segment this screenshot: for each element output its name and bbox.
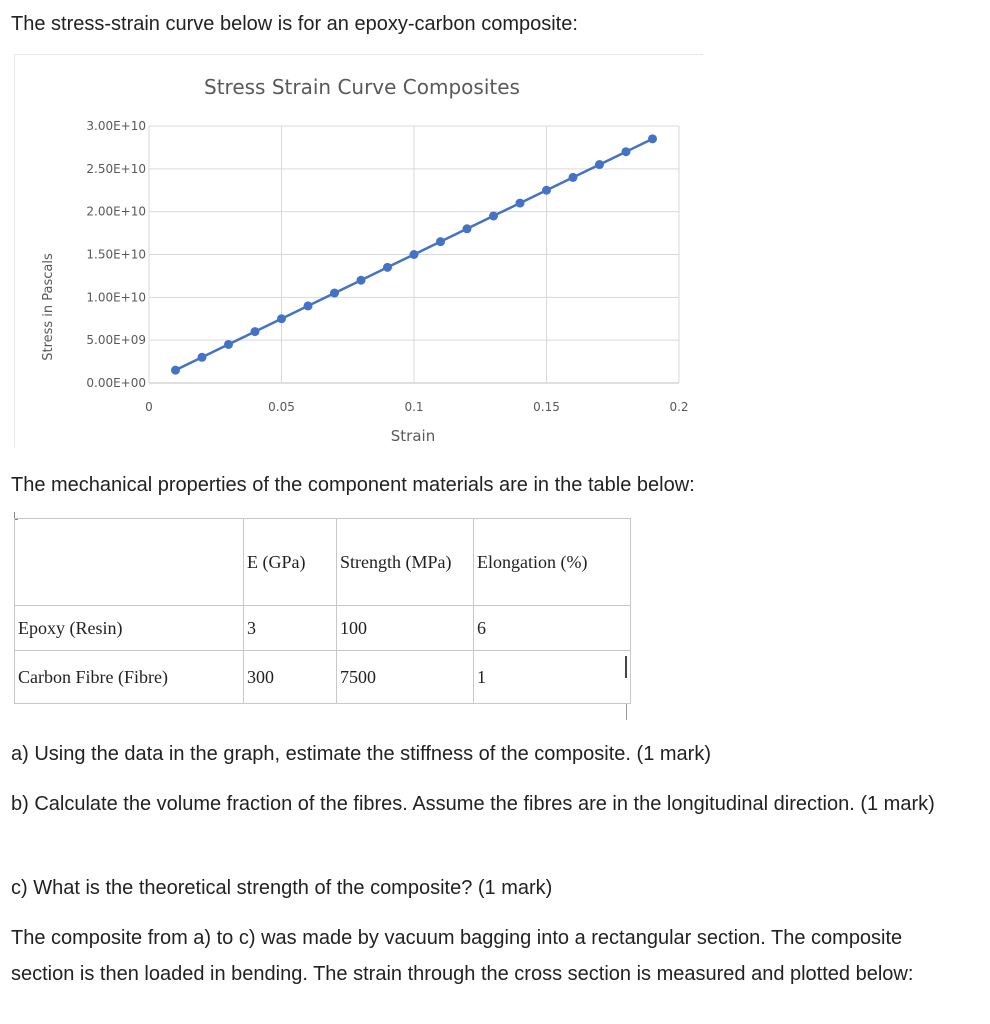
y-tick-label: 1.50E+10 [86, 247, 146, 262]
header-cell-modulus: E (GPa) [244, 519, 337, 606]
data-point [171, 366, 180, 375]
table-row [15, 606, 631, 651]
data-point [595, 160, 604, 169]
cell-modulus: 300 [244, 651, 337, 704]
table-edge-mark [625, 656, 627, 678]
data-point [330, 289, 339, 298]
stress-strain-chart [14, 54, 703, 447]
cell-elongation: 6 [474, 606, 631, 651]
data-point [569, 173, 578, 182]
data-point [357, 276, 366, 285]
y-axis-label: Stress in Pascals [41, 253, 56, 361]
cell-elongation: 1 [474, 651, 631, 704]
cell-modulus: 3 [244, 606, 337, 651]
cell-strength: 7500 [337, 651, 474, 704]
question-d: The composite from a) to c) was made by vacuum bagging into a rectangular section. The composite section is then loaded in bending. The strain through the cross section is measured and plotted below: [11, 927, 914, 985]
data-point [198, 353, 207, 362]
table-edge-mark [626, 704, 627, 720]
y-tick-label: 1.00E+10 [86, 290, 146, 305]
y-tick-label: 5.00E+09 [86, 333, 146, 348]
data-point [516, 199, 525, 208]
data-point [277, 314, 286, 323]
y-tick-label: 2.00E+10 [86, 204, 146, 219]
data-point [622, 147, 631, 156]
data-point [251, 327, 260, 336]
table-intro-text: The mechanical properties of the component materials are in the table below: [11, 474, 695, 496]
question-a: a) Using the data in the graph, estimate the stiffness of the composite. (1 mark) [11, 743, 711, 765]
intro-text: The stress-strain curve below is for an epoxy-carbon composite: [11, 13, 578, 35]
data-point [304, 301, 313, 310]
table-header-row [15, 519, 631, 606]
table-row [15, 651, 631, 704]
question-c: c) What is the theoretical strength of the composite? (1 mark) [11, 877, 553, 899]
question-b: b) Calculate the volume fraction of the fibres. Assume the fibres are in the longitudinal direction. (1 mark) [11, 793, 935, 815]
x-tick-label: 0.2 [669, 400, 689, 414]
header-cell-strength: Strength (MPa) [337, 519, 474, 606]
y-tick-label: 2.50E+10 [86, 161, 146, 176]
x-tick-label: 0.15 [533, 400, 560, 414]
x-tick-label: 0.1 [404, 400, 424, 414]
chart-svg [15, 55, 703, 447]
data-point [648, 134, 657, 143]
x-tick-label: 0 [145, 400, 153, 414]
data-point [542, 186, 551, 195]
y-tick-label: 3.00E+10 [86, 119, 146, 133]
cell-material: Carbon Fibre (Fibre) [15, 651, 244, 704]
data-point [463, 224, 472, 233]
header-cell-empty [15, 519, 244, 606]
x-tick-label: 0.05 [268, 400, 295, 414]
chart-title: Stress Strain Curve Composites [204, 75, 520, 99]
x-axis-label: Strain [390, 427, 436, 445]
y-tick-label: 0.00E+00 [86, 376, 146, 390]
cell-strength: 100 [337, 606, 474, 651]
data-point [383, 263, 392, 272]
data-point [436, 237, 445, 246]
data-point [410, 250, 419, 259]
data-point [489, 211, 498, 220]
data-point [224, 340, 233, 349]
header-cell-elongation: Elongation (%) [474, 519, 631, 606]
properties-table [14, 518, 631, 704]
cell-material: Epoxy (Resin) [15, 606, 244, 651]
